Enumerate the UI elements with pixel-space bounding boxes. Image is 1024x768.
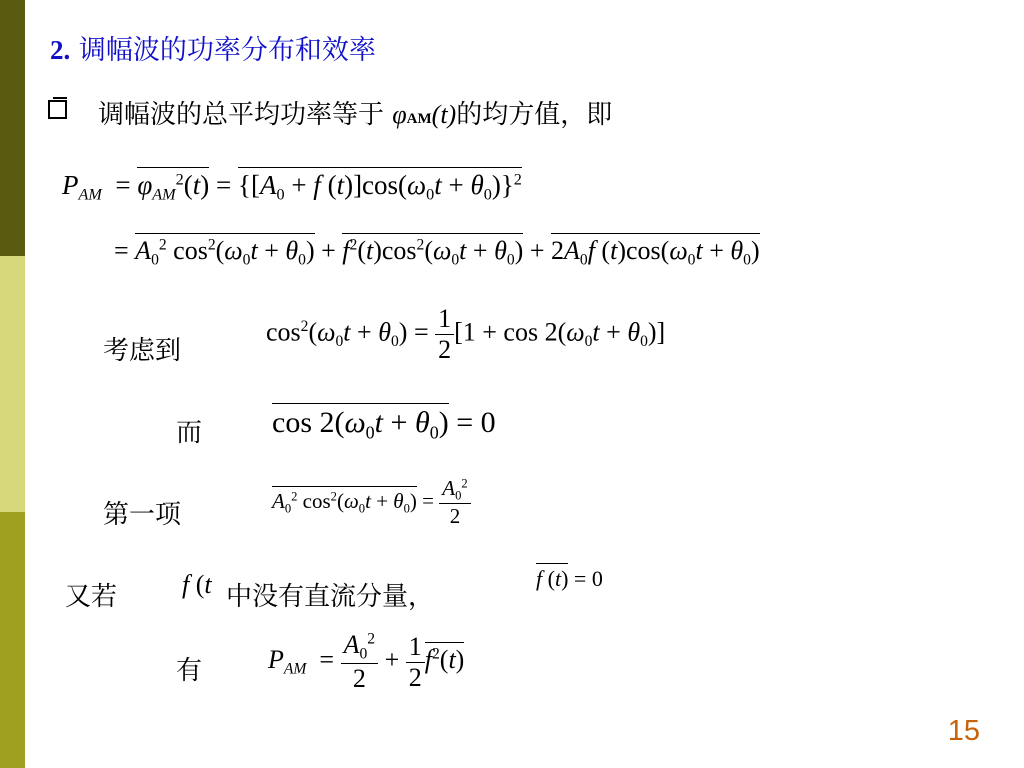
sidebar-decoration-top [0,0,25,256]
equation-cos-mean-zero: $\cos 2(\omega_0t + \theta_0) = 0$ [272,406,496,443]
phi-argument: (t) [431,100,457,129]
equation-cos-squared-identity: $\cos^2(\omega_0t + \theta_0)$ = $\frac{1}{2}$ $[1 + \cos 2(\omega_0t + \theta_0)]$ [266,304,666,364]
phi-symbol: φ [392,100,407,129]
label-consider: 考虑到 [103,336,182,366]
label-have: 有 [176,656,203,686]
label-first-term: 第一项 [103,500,182,530]
checkbox-bullet-icon [48,100,67,119]
label-and: 而 [176,418,203,448]
section-title-text: 调幅波的功率分布和效率 [78,35,376,66]
section-number: 2. [50,35,71,65]
intro-line [98,94,612,131]
equation-f-mean-zero: f (t) = 0 [536,566,603,592]
section-title [50,28,376,67]
label-also-if: 又若 [65,582,118,612]
phi-subscript: AM [406,111,432,127]
equation-first-term: $A_0^2$ $\cos^2(\omega_0t + \theta_0)$ = $\frac{A_0^2}{2}$ [272,476,471,529]
equation-pam-line1: $P_{AM} = \varphi_{AM}^2(t) = \{[A_0 + f$ $(t)]\cos(\omega_0t + \theta_0)\}^2$ [62,170,522,205]
intro-text-after: 的均方值，即 [456,100,613,130]
equation-pam-result: $P_{AM}$ = $\frac{A_0^2}{2}$ + $\frac{1}{2}$ $f^2(t)$ [268,630,465,694]
symbol-f-of-t: f (t [182,570,212,599]
label-no-dc: 中没有直流分量， [226,582,435,612]
sidebar-decoration-bottom [0,512,25,768]
page-number: 15 [947,715,980,747]
equation-pam-line2: = $A_0^2$ $\cos^2(\omega_0t + \theta_0) + f^2(t)\cos^2(\omega_0t + \theta_0) + 2A_0f$ $(t)\cos(\omega_0t + \theta_0)$ [114,236,760,269]
intro-text-before: 调幅波的总平均功率等于 [98,100,393,130]
sidebar-decoration-middle [0,256,25,512]
